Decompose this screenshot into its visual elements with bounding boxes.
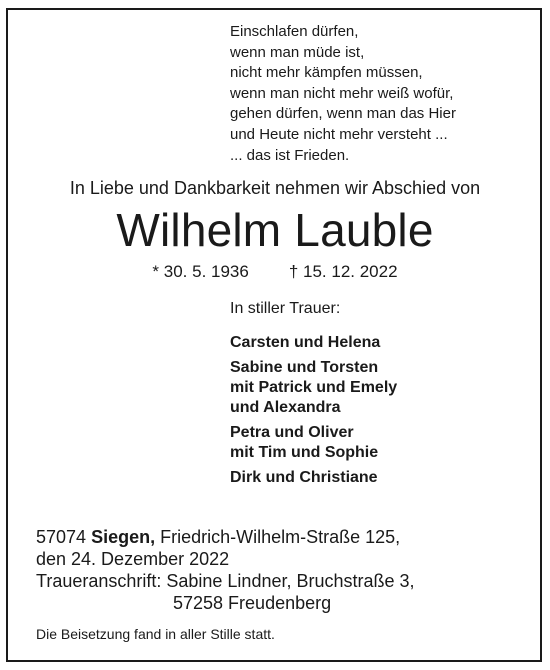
deceased-name: Wilhelm Lauble: [116, 204, 434, 256]
funeral-note: Die Beisetzung fand in aller Stille statt.: [36, 626, 275, 642]
family-group: [230, 358, 397, 418]
family-group: [230, 468, 397, 488]
poem-line: Einschlafen dürfen,: [230, 23, 359, 40]
poem-line: und Heute nicht mehr versteht ...: [230, 125, 448, 143]
birth-date: * 30. 5. 1936: [152, 262, 249, 281]
poem-line: wenn man müde ist,: [230, 43, 365, 61]
life-dates: [0, 262, 550, 282]
condolence-address: Traueranschrift: Sabine Lindner, Bruchstraße 3,: [36, 571, 415, 591]
family-line: mit Patrick und Emely: [230, 379, 398, 396]
death-date: † 15. 12. 2022: [288, 262, 398, 281]
family-line: und Alexandra: [230, 399, 341, 416]
family-line: Sabine und Torsten: [230, 359, 379, 376]
family-line: Carsten und Helena: [230, 334, 381, 351]
street: Friedrich-Wilhelm-Straße 125,: [160, 527, 401, 547]
mourning-label: In stiller Trauer:: [230, 300, 341, 317]
family-group: [230, 423, 397, 463]
family-line: Dirk und Christiane: [230, 469, 378, 486]
city: Siegen,: [91, 527, 156, 547]
family-group: [230, 333, 397, 353]
poem: [230, 22, 456, 166]
address-block: [36, 526, 415, 614]
poem-line: ... das ist Frieden.: [230, 146, 350, 164]
postcode: 57074: [36, 527, 87, 547]
notice-date: den 24. Dezember 2022: [36, 549, 230, 569]
family-line: Petra und Oliver: [230, 424, 354, 441]
family-line: mit Tim und Sophie: [230, 444, 379, 461]
address-line: [36, 526, 415, 548]
poem-line: gehen dürfen, wenn man das Hier: [230, 105, 456, 123]
poem-line: nicht mehr kämpfen müssen,: [230, 64, 423, 82]
poem-line: wenn man nicht mehr weiß wofür,: [230, 84, 454, 102]
family-list: [230, 333, 397, 493]
farewell-intro: In Liebe und Dankbarkeit nehmen wir Abschied von: [69, 178, 481, 198]
condolence-city: 57258 Freudenberg: [173, 593, 332, 613]
